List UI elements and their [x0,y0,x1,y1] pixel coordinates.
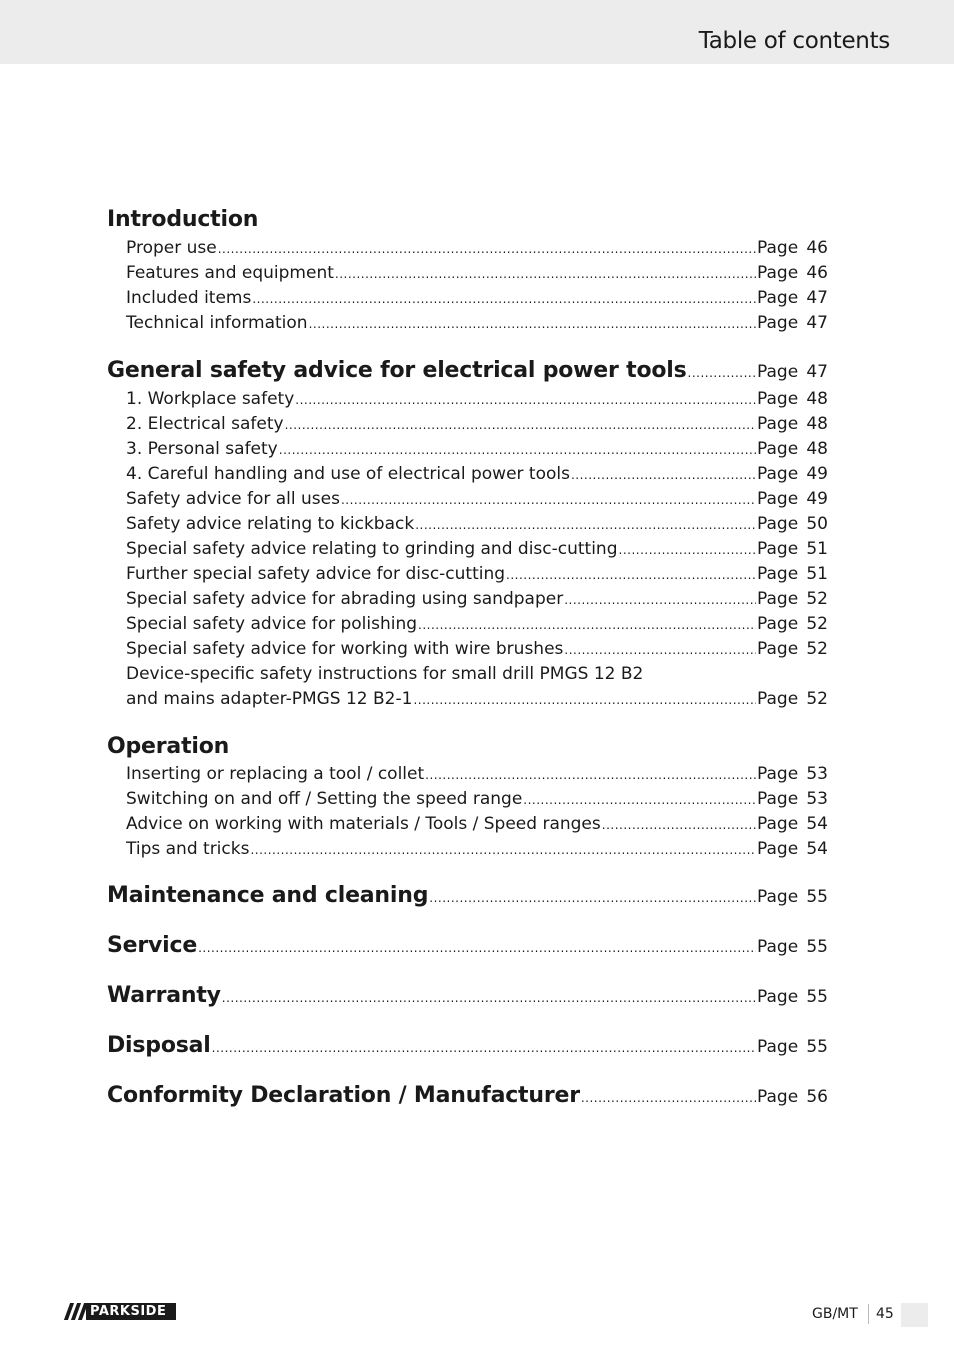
dot-leader [564,643,756,657]
toc-heading-conformity[interactable] [107,1083,828,1113]
section-heading-warranty: Warranty [107,983,221,1008]
toc-entry[interactable] [107,389,828,414]
section-heading-service: Service [107,933,198,958]
section-heading-conformity: Conformity Declaration / Manufacturer [107,1083,580,1108]
dot-leader [198,941,756,955]
page-ref: Page 53 [757,789,828,809]
page-ref: Page 54 [757,839,828,859]
page-ref: Page 46 [757,263,828,283]
toc-entry-label: Device-specific safety instructions for small drill PMGS 12 B2 [126,664,644,684]
toc-entry-label: 4. Careful handling and use of electrical power tools [126,464,570,484]
toc-entry-label: Further special safety advice for disc-cutting [126,564,506,584]
toc-heading-warranty[interactable] [107,983,828,1013]
dot-leader [285,418,756,432]
dot-leader [581,1091,756,1105]
page-ref: Page 49 [757,464,828,484]
toc-entry[interactable] [107,789,828,814]
toc-entry-label: Inserting or replacing a tool / collet [126,764,425,784]
toc-heading-disposal[interactable] [107,1033,828,1063]
section-heading-introduction: Introduction [107,207,259,232]
section-heading-safety: General safety advice for electrical power tools [107,358,687,383]
page-ref: Page 51 [757,539,828,559]
toc-entry-label: 1. Workplace safety [126,389,295,409]
page-ref: Page 55 [757,1037,828,1057]
toc-heading-maintenance[interactable] [107,883,828,913]
toc-entry[interactable] [107,414,828,439]
footer-divider [868,1304,869,1324]
toc-entry-label: Technical information [126,313,308,333]
toc-entry[interactable] [107,439,828,464]
dot-leader [602,818,756,832]
dot-leader [418,618,756,632]
section-heading-disposal: Disposal [107,1033,211,1058]
toc-entry-label: Proper use [126,238,217,258]
dot-leader [309,317,756,331]
page-ref: Page 51 [757,564,828,584]
toc-entry-label: Tips and tricks [126,839,250,859]
toc-entry-label: Features and equipment [126,263,334,283]
dot-leader [571,468,756,482]
dot-leader [688,366,756,380]
page-ref: Page 52 [757,639,828,659]
toc-entry-label: Special safety advice for polishing [126,614,418,634]
page-ref: Page 48 [757,414,828,434]
brand-name: PARKSIDE [90,1304,167,1319]
toc-entry[interactable] [107,839,828,864]
page-ref: Page 53 [757,764,828,784]
dot-leader [250,843,756,857]
toc-entry[interactable] [107,614,828,639]
toc-entry-label: Switching on and off / Setting the speed range [126,789,523,809]
page-ref: Page 52 [757,589,828,609]
page-number: 45 [876,1306,894,1322]
toc-entry[interactable] [107,564,828,589]
dot-leader [295,393,756,407]
footer-tab [901,1303,928,1327]
dot-leader [523,793,756,807]
toc-entry-label: Special safety advice for abrading using sandpaper [126,589,564,609]
section-heading-maintenance: Maintenance and cleaning [107,883,429,908]
page-ref: Page 47 [757,362,828,382]
toc-entry-label: 3. Personal safety [126,439,278,459]
page-ref: Page 50 [757,514,828,534]
toc-entry[interactable] [107,288,828,313]
page-ref: Page 56 [757,1087,828,1107]
parkside-logo [64,1303,176,1320]
page-ref: Page 49 [757,489,828,509]
dot-leader [222,991,756,1005]
toc-entry[interactable] [107,263,828,288]
toc-entry[interactable] [107,313,828,338]
dot-leader [506,568,756,582]
logo-stripes-icon [64,1303,86,1320]
dot-leader [279,443,756,457]
toc-entry[interactable] [107,514,828,539]
dot-leader [341,493,756,507]
dot-leader [218,242,756,256]
dot-leader [564,593,756,607]
toc-entry-label: Special safety advice relating to grinding and disc-cutting [126,539,618,559]
toc-entry[interactable] [107,639,828,664]
dot-leader [252,292,756,306]
dot-leader [425,768,756,782]
page-ref: Page 48 [757,389,828,409]
page-ref: Page 46 [757,238,828,258]
toc-entry-label: Included items [126,288,252,308]
toc-entry[interactable] [107,814,828,839]
toc-heading-service[interactable] [107,933,828,963]
toc-entry-label: 2. Electrical safety [126,414,284,434]
toc-entry-label: Safety advice for all uses [126,489,340,509]
toc-heading-safety[interactable] [107,358,828,388]
dot-leader [212,1041,756,1055]
toc-entry[interactable] [107,464,828,489]
toc-entry[interactable] [107,238,828,263]
page-ref: Page 55 [757,887,828,907]
toc-entry-label: Safety advice relating to kickback [126,514,415,534]
page-ref: Page 52 [757,614,828,634]
toc-entry[interactable] [107,489,828,514]
toc-entry[interactable] [107,589,828,614]
dot-leader [335,267,756,281]
toc-entry-label: Special safety advice for working with wire brushes [126,639,564,659]
page-ref: Page 55 [757,937,828,957]
toc-entry-line[interactable] [107,664,828,689]
page-ref: Page 47 [757,313,828,333]
toc-entry[interactable] [107,689,828,714]
page-ref: Page 54 [757,814,828,834]
dot-leader [415,518,756,532]
page-title: Table of contents [698,28,890,54]
section-heading-operation: Operation [107,734,230,759]
header-band [0,0,954,64]
dot-leader [619,543,757,557]
page-ref: Page 47 [757,288,828,308]
toc-entry-label: and mains adapter-PMGS 12 B2-1 [126,689,413,709]
language-code: GB/MT [812,1306,858,1322]
page-ref: Page 48 [757,439,828,459]
dot-leader [429,891,756,905]
toc-entry-label: Advice on working with materials / Tools / Speed ranges [126,814,601,834]
toc-entry[interactable] [107,764,828,789]
page-ref: Page 52 [757,689,828,709]
page-ref: Page 55 [757,987,828,1007]
toc-entry[interactable] [107,539,828,564]
dot-leader [413,693,756,707]
